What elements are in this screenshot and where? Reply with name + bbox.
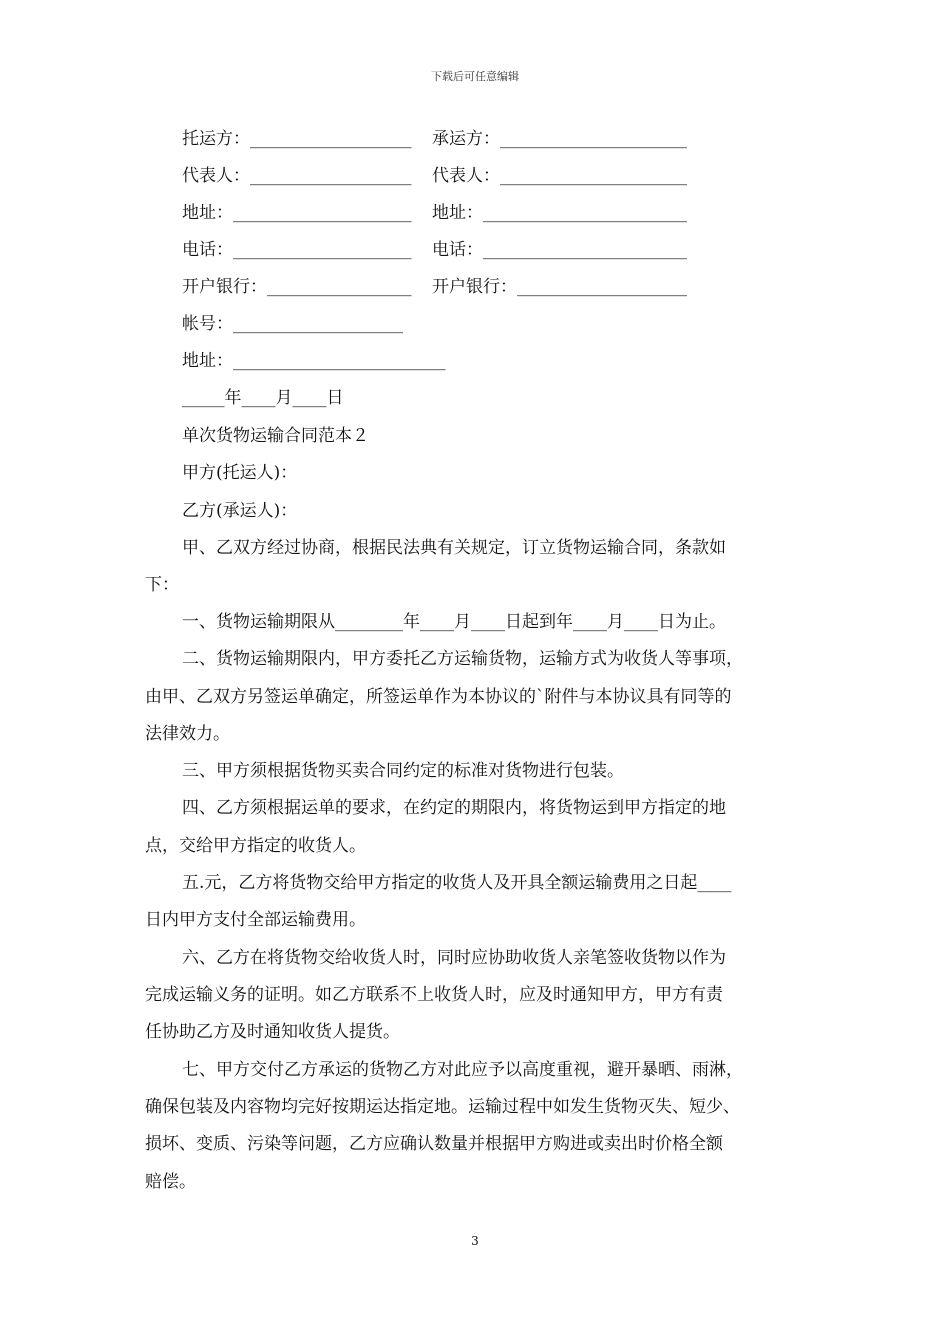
clause-7-line: 确保包装及内容物均完好按期运达指定地。运输过程中如发生货物灭失、短少、 <box>145 1097 740 1117</box>
clause-7-line: 赔偿。 <box>145 1172 196 1192</box>
shipper-representative-field: 代表人：___________________ <box>182 166 412 186</box>
clause-4-line: 四、乙方须根据运单的要求，在约定的期限内，将货物运到甲方指定的地 <box>182 798 726 818</box>
date-field: _____年____月____日 <box>182 388 344 408</box>
address-field: 地址：_________________________ <box>182 351 446 371</box>
clause-3-line: 三、甲方须根据货物买卖合同约定的标准对货物进行包装。 <box>182 761 624 781</box>
clause-1-line: 一、货物运输期限从________年____月____日起到年____月____日为止。 <box>182 612 726 632</box>
shipper-phone-field: 电话：_____________________ <box>182 240 412 260</box>
clause-7-line: 损坏、变质、污染等问题，乙方应确认数量并根据甲方购进或卖出时价格全额 <box>145 1134 723 1154</box>
page-number: 3 <box>471 1234 479 1248</box>
paragraph-line: 甲、乙双方经过协商，根据民法典有关规定，订立货物运输合同，条款如 <box>182 538 726 558</box>
clause-5-line: 日内甲方支付全部运输费用。 <box>145 910 366 930</box>
clause-2-line: 二、货物运输期限内，甲方委托乙方运输货物，运输方式为收货人等事项， <box>182 649 743 669</box>
clause-5-line: 五.元，乙方将货物交给甲方指定的收货人及开具全额运输费用之日起____ <box>182 873 732 893</box>
clause-7-line: 七、甲方交付乙方承运的货物乙方对此应予以高度重视，避开暴晒、雨淋， <box>182 1060 743 1080</box>
carrier-bank-field: 开户银行：____________________ <box>432 277 687 297</box>
carrier-phone-field: 电话：________________________ <box>432 240 687 260</box>
clause-6-line: 六、乙方在将货物交给收货人时，同时应协助收货人亲笔签收货物以作为 <box>182 948 726 968</box>
paragraph-line: 下： <box>145 575 179 595</box>
party-b-label: 乙方(承运人)： <box>182 501 298 521</box>
party-a-label: 甲方(托运人)： <box>182 463 298 483</box>
clause-2-line: 法律效力。 <box>145 724 230 744</box>
shipper-address-field: 地址：_____________________ <box>182 203 412 223</box>
clause-4-line: 点，交给甲方指定的收货人。 <box>145 836 366 856</box>
carrier-representative-field: 代表人：______________________ <box>432 166 687 186</box>
shipper-field: 托运方：___________________ <box>182 129 412 149</box>
header-note: 下载后可任意编辑 <box>431 70 519 83</box>
clause-2-line: 由甲、乙双方另签运单确定，所签运单作为本协议的`附件与本协议具有同等的 <box>145 687 732 707</box>
account-number-field: 帐号：____________________ <box>182 314 403 334</box>
clause-6-line: 任协助乙方及时通知收货人提货。 <box>145 1022 400 1042</box>
clause-6-line: 完成运输义务的证明。如乙方联系不上收货人时，应及时通知甲方，甲方有责 <box>145 985 723 1005</box>
section-title: 单次货物运输合同范本２ <box>182 426 369 446</box>
shipper-bank-field: 开户银行：_________________ <box>182 277 412 297</box>
carrier-field: 承运方：______________________ <box>432 129 687 149</box>
carrier-address-field: 地址：________________________ <box>432 203 687 223</box>
